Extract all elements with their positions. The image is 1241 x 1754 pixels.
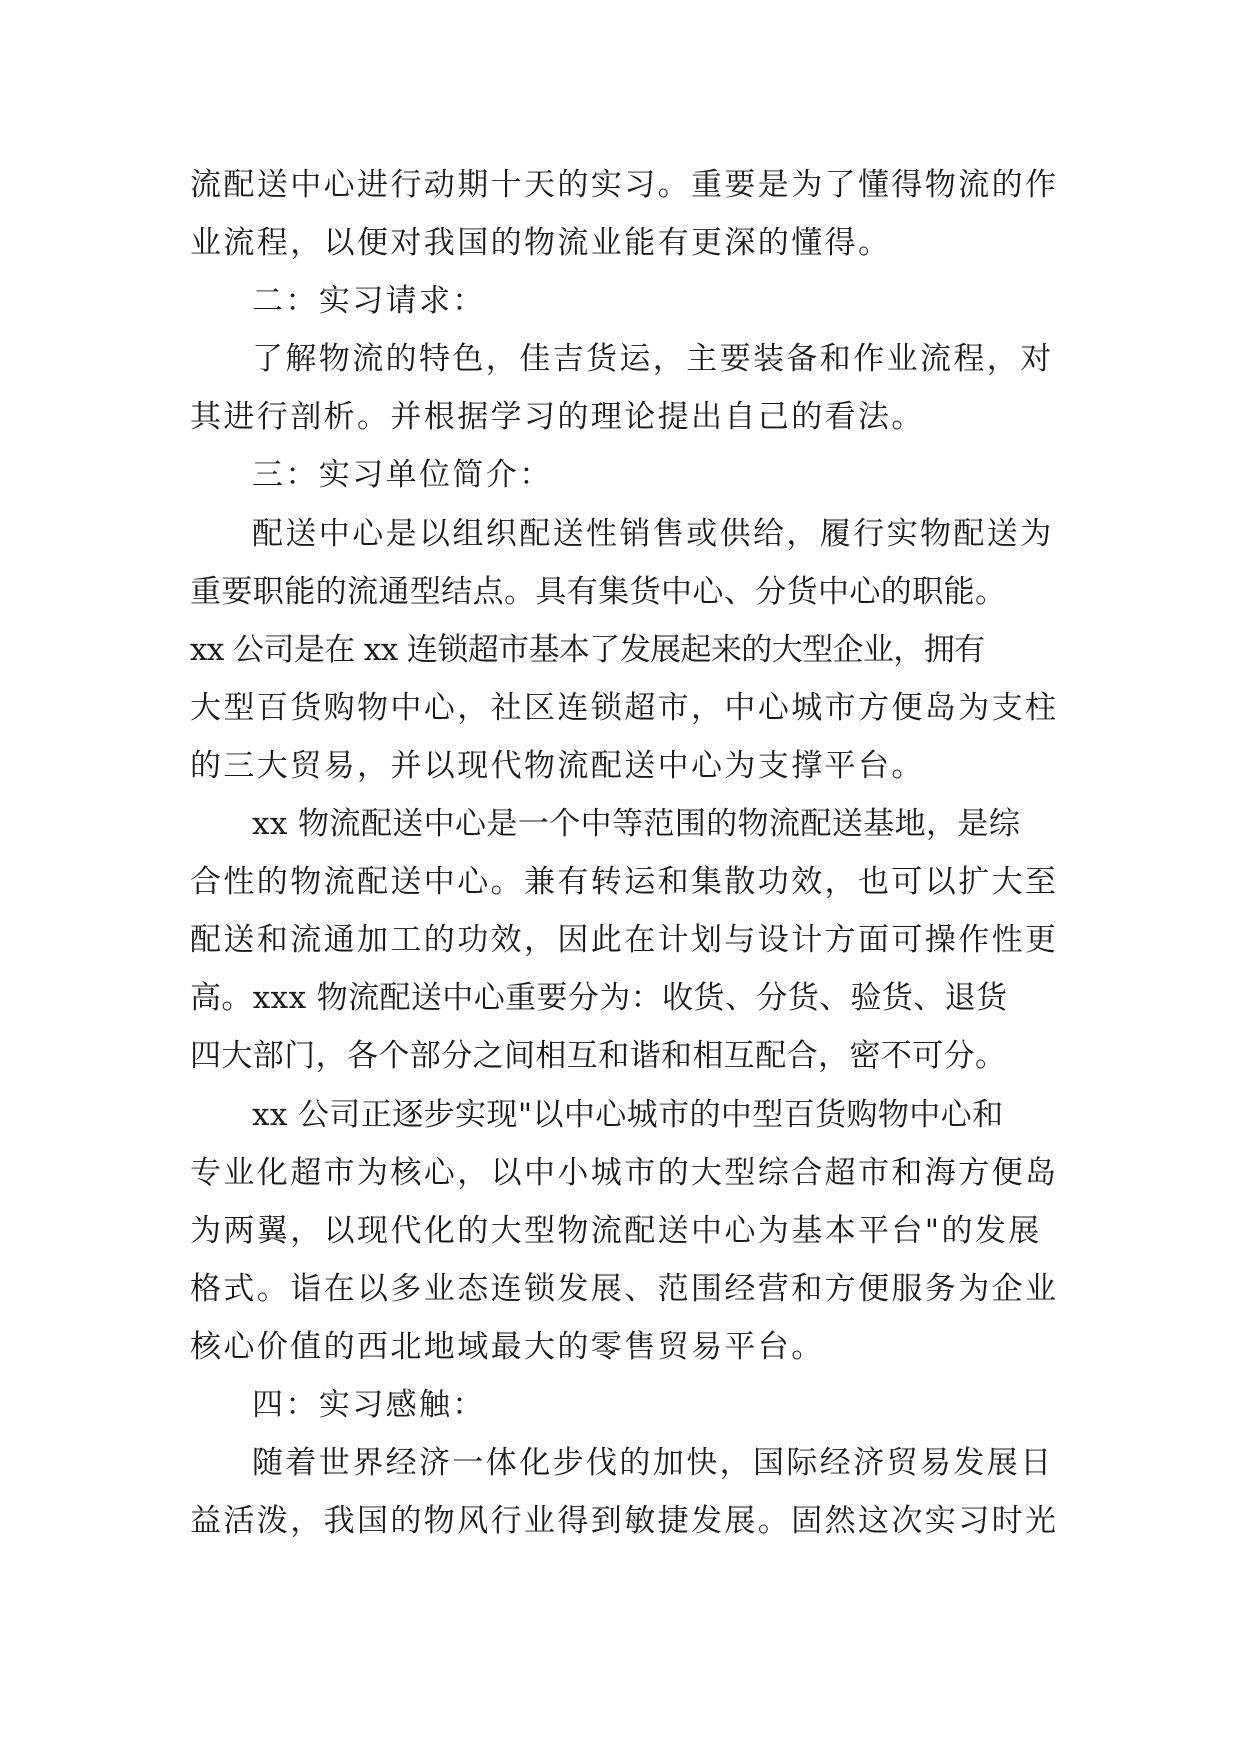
paragraph-line: 配送中心是以组织配送性销售或供给，履行实物配送为 xyxy=(252,515,1054,552)
paragraph-line: 的三大贸易，并以现代物流配送中心为支撑平台。 xyxy=(190,747,925,784)
paragraph-line: 专业化超市为核心，以中小城市的大型综合超市和海方便岛 xyxy=(190,1154,1059,1191)
document-body xyxy=(190,156,1070,1550)
section-heading: 四：实习感触： xyxy=(252,1386,486,1423)
paragraph-line: xx 公司正逐步实现"以中心城市的中型百货购物中心和 xyxy=(252,1096,1004,1133)
section-heading: 二：实习请求： xyxy=(252,283,486,320)
paragraph-line: 核心价值的西北地域最大的零售贸易平台。 xyxy=(190,1328,825,1365)
paragraph-line: 配送和流通加工的功效，因此在计划与设计方面可操作性更 xyxy=(190,922,1059,959)
paragraph-line: 重要职能的流通型结点。具有集货中心、分货中心的职能。 xyxy=(190,573,1007,610)
paragraph-line: 随着世界经济一体化步伐的加快，国际经济贸易发展日 xyxy=(252,1445,1054,1482)
paragraph-line: 格式。诣在以多业态连锁发展、范围经营和方便服务为企业 xyxy=(190,1270,1059,1307)
paragraph-line: xx 公司是在 xx 连锁超市基本了发展起来的大型企业，拥有 xyxy=(190,631,985,668)
paragraph-line: 流配送中心进行动期十天的实习。重要是为了懂得物流的作 xyxy=(190,167,1059,203)
paragraph-line: 其进行剖析。并根据学习的理论提出自己的看法。 xyxy=(190,399,925,436)
paragraph-line: 为两翼，以现代化的大型物流配送中心为基本平台"的发展 xyxy=(190,1212,1042,1249)
paragraph-line: 了解物流的特色，佳吉货运，主要装备和作业流程，对 xyxy=(252,341,1054,378)
paragraph-line: 业流程，以便对我国的物流业能有更深的懂得。 xyxy=(190,225,892,262)
paragraph-line: 四大部门，各个部分之间相互和谐和相互配合，密不可分。 xyxy=(190,1038,1007,1075)
paragraph-line: 合性的物流配送中心。兼有转运和集散功效，也可以扩大至 xyxy=(190,864,1059,901)
paragraph-line: 益活泼，我国的物风行业得到敏捷发展。固然这次实习时光 xyxy=(190,1503,1059,1540)
paragraph-line: xx 物流配送中心是一个中等范围的物流配送基地，是综 xyxy=(252,806,1021,843)
section-heading: 三：实习单位简介： xyxy=(252,457,553,494)
paragraph-line: 高。xxx 物流配送中心重要分为：收货、分货、验货、退货 xyxy=(190,980,1008,1017)
paragraph-line: 大型百货购物中心，社区连锁超市，中心城市方便岛为支柱 xyxy=(190,689,1059,726)
